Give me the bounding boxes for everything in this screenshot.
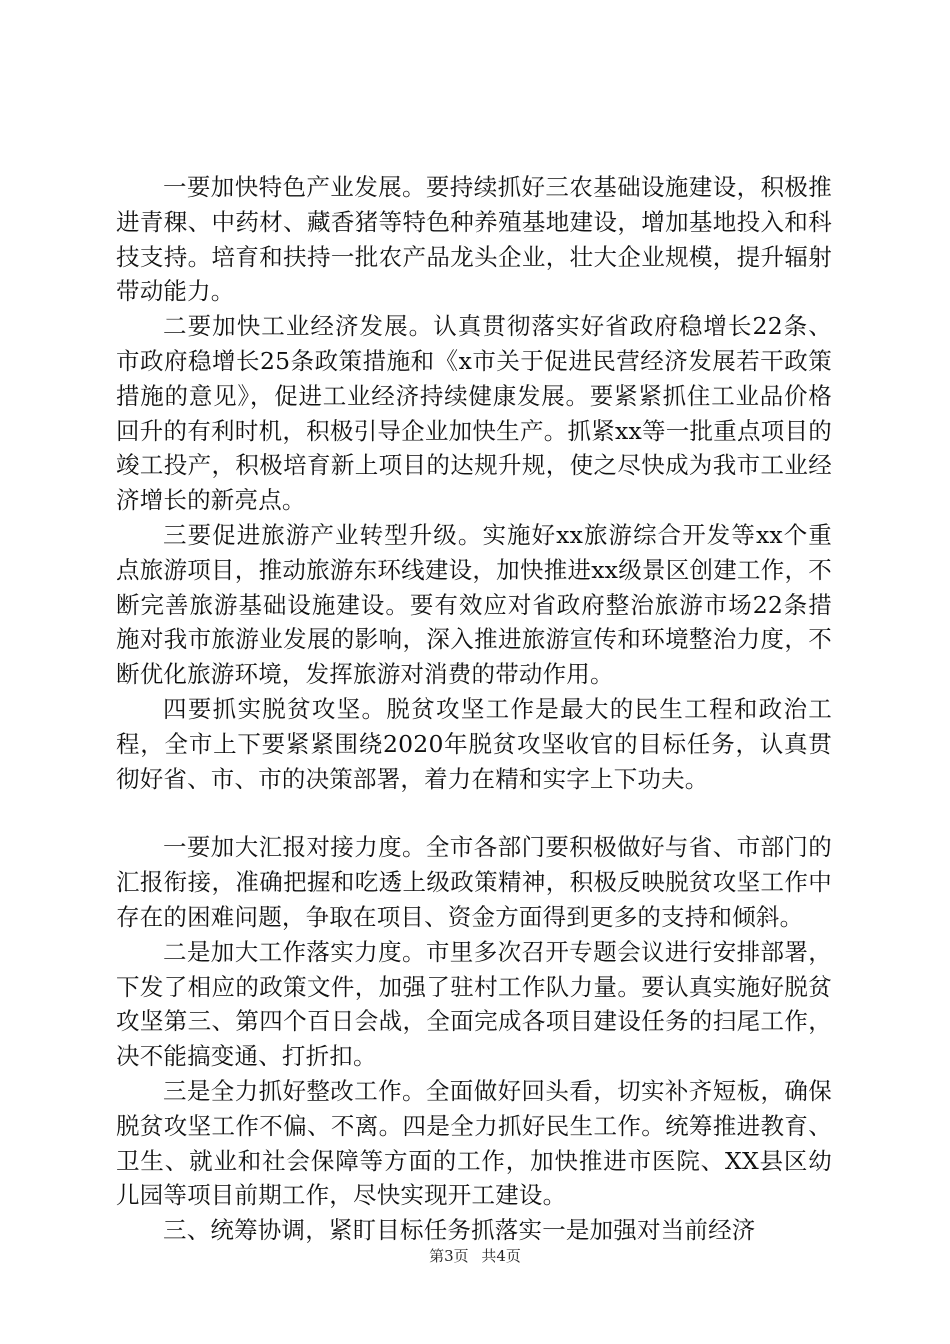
paragraph-gap xyxy=(116,796,832,830)
paragraph-poverty-alleviation: 四要抓实脱贫攻坚。脱贫攻坚工作是最大的民生工程和政治工程，全市上下要紧紧围绕2020年脱贫攻坚收官的目标任务，认真贯彻好省、市、市的决策部署，着力在精和实字上下功夫。 xyxy=(116,694,832,793)
document-body xyxy=(116,170,832,1248)
paragraph-work-implementation: 二是加大工作落实力度。市里多次召开专题会议进行安排部署，下发了相应的政策文件，加强了驻村工作队力量。要认真实施好脱贫攻坚第三、第四个百日会战，全面完成各项目建设任务的扫尾工作，决不能搞变通、打折扣。 xyxy=(116,937,832,1071)
paragraph-rectification: 三是全力抓好整改工作。全面做好回头看，切实补齐短板，确保脱贫攻坚工作不偏、不离。四是全力抓好民生工作。统筹推进教育、卫生、就业和社会保障等方面的工作，加快推进市医院、XX县区幼儿园等项目前期工作，尽快实现开工建设。 xyxy=(116,1076,832,1210)
paragraph-reporting-docking: 一要加大汇报对接力度。全市各部门要积极做好与省、市部门的汇报衔接，准确把握和吃透上级政策精神，积极反映脱贫攻坚工作中存在的困难问题，争取在项目、资金方面得到更多的支持和倾斜。 xyxy=(116,833,832,931)
paragraph-tourism-upgrade: 三要促进旅游产业转型升级。实施好xx旅游综合开发等xx个重点旅游项目，推动旅游东环线建设，加快推进xx级景区创建工作，不断完善旅游基础设施建设。要有效应对省政府整治旅游市场22条措施对我市旅游业发展的影响，深入推进旅游宣传和环境整治力度，不断优化旅游环境，发挥旅游对消费的带动作用。 xyxy=(116,520,832,689)
paragraph-specialty-industry: 一要加快特色产业发展。要持续抓好三农基础设施建设，积极推进青稞、中药材、藏香猪等特色种养殖基地建设，增加基地投入和科技支持。培育和扶持一批农产品龙头企业，壮大企业规模，提升辐射带动能力。 xyxy=(116,173,832,306)
page-total: 共4页 xyxy=(481,1247,521,1265)
page-footer xyxy=(0,1246,950,1266)
paragraph-coordination: 三、统筹协调，紧盯目标任务抓落实一是加强对当前经济 xyxy=(163,1216,756,1245)
page-number: 第3页 xyxy=(429,1247,469,1265)
paragraph-industrial-economy: 二要加快工业经济发展。认真贯彻落实好省政府稳增长22条、市政府稳增长25条政策措施和《x市关于促进民营经济发展若干政策措施的意见》，促进工业经济持续健康发展。要紧紧抓住工业品价格回升的有利时机，积极引导企业加快生产。抓紧xx等一批重点项目的竣工投产，积极培育新上项目的达规升规，使之尽快成为我市工业经济增长的新亮点。 xyxy=(116,312,832,515)
